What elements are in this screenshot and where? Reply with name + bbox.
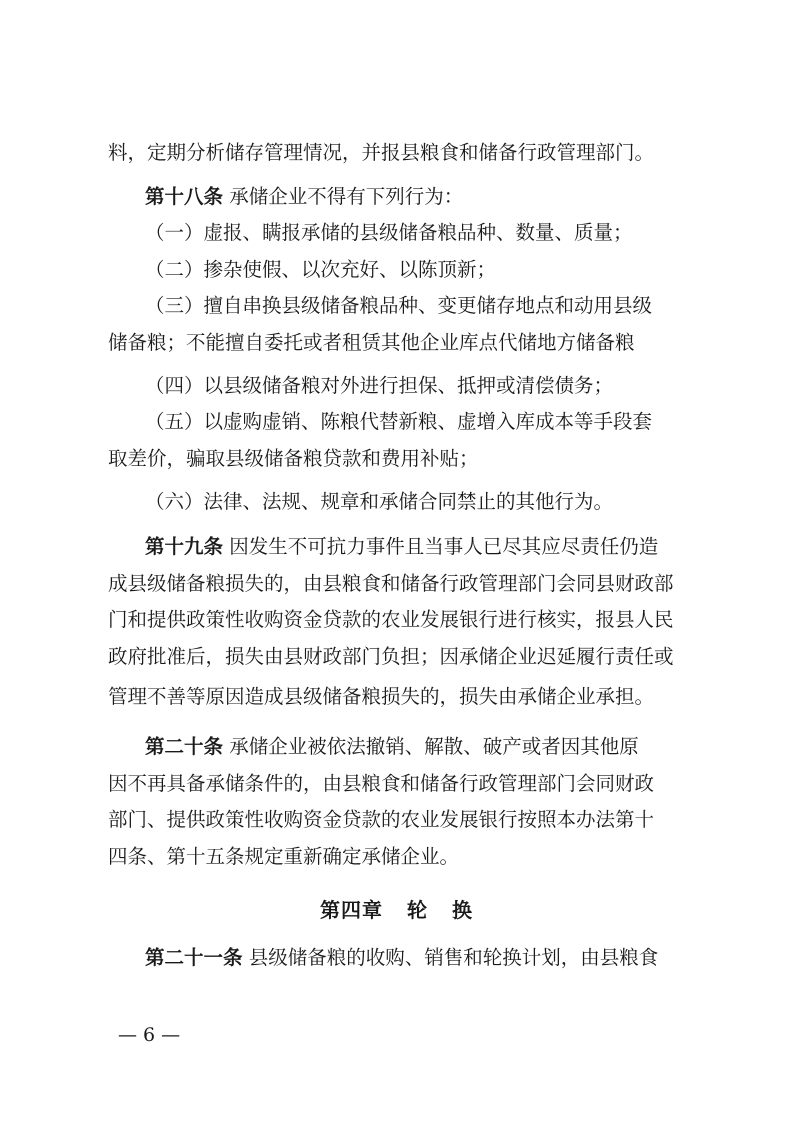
text-line: 因不再具备承储条件的，由县粮食和储备行政管理部门会同财政 [108, 772, 655, 795]
page-number: — 6 — [118, 1024, 181, 1046]
article-text: 承储企业被依法撤销、解散、破产或者因其他原 [223, 735, 639, 758]
text-line: 管理不善等原因造成县级储备粮损失的，损失由承储企业承担。 [108, 685, 655, 708]
text-line: 政府批准后，损失由县财政部门负担；因承储企业迟延履行责任或 [108, 645, 674, 668]
text-line: 部门、提供政策性收购资金贷款的农业发展银行按照本办法第十 [108, 808, 655, 831]
article-19 [145, 535, 658, 559]
text-line: （三）擅自串换县级储备粮品种、变更储存地点和动用县级 [145, 294, 653, 317]
article-title: 第十九条 [145, 535, 224, 558]
article-text: 县级储备粮的收购、销售和轮换计划，由县粮食 [242, 946, 659, 969]
article-title: 第二十一条 [145, 946, 243, 969]
chapter-heading [0, 898, 793, 922]
article-18 [145, 185, 463, 209]
text-line: （二）掺杂使假、以次充好、以陈顶新； [145, 258, 497, 281]
text-line: （四）以县级储备粮对外进行担保、抵押或清偿债务； [145, 374, 614, 397]
article-text: 承储企业不得有下列行为： [223, 185, 464, 208]
text-line: 取差价，骗取县级储备粮贷款和费用补贴； [108, 447, 479, 470]
text-line: 储备粮；不能擅自委托或者租赁其他企业库点代储地方储备粮 [108, 331, 635, 354]
text-line: 成县级储备粮损失的，由县粮食和储备行政管理部门会同县财政部 [108, 572, 674, 595]
article-20 [145, 735, 639, 759]
text-line: 料，定期分析储存管理情况，并报县粮食和储备行政管理部门。 [108, 141, 655, 164]
text-line: （五）以虚购虚销、陈粮代替新粮、虚增入库成本等手段套 [145, 410, 653, 433]
text-line: （一）虚报、瞒报承储的县级储备粮品种、数量、质量； [145, 221, 633, 244]
chapter-title-char: 轮 [407, 898, 428, 922]
article-title: 第二十条 [145, 735, 224, 758]
article-text: 因发生不可抗力事件且当事人已尽其应尽责任仍造 [223, 535, 659, 558]
chapter-title-char: 换 [452, 898, 473, 922]
text-line: （六）法律、法规、规章和承储合同禁止的其他行为。 [145, 490, 614, 513]
text-line: 门和提供政策性收购资金贷款的农业发展银行进行核实，报县人民 [108, 608, 674, 631]
article-title: 第十八条 [145, 185, 224, 208]
article-21 [145, 946, 658, 970]
chapter-number: 第四章 [320, 898, 383, 922]
text-line: 四条、第十五条规定重新确定承储企业。 [108, 845, 460, 868]
